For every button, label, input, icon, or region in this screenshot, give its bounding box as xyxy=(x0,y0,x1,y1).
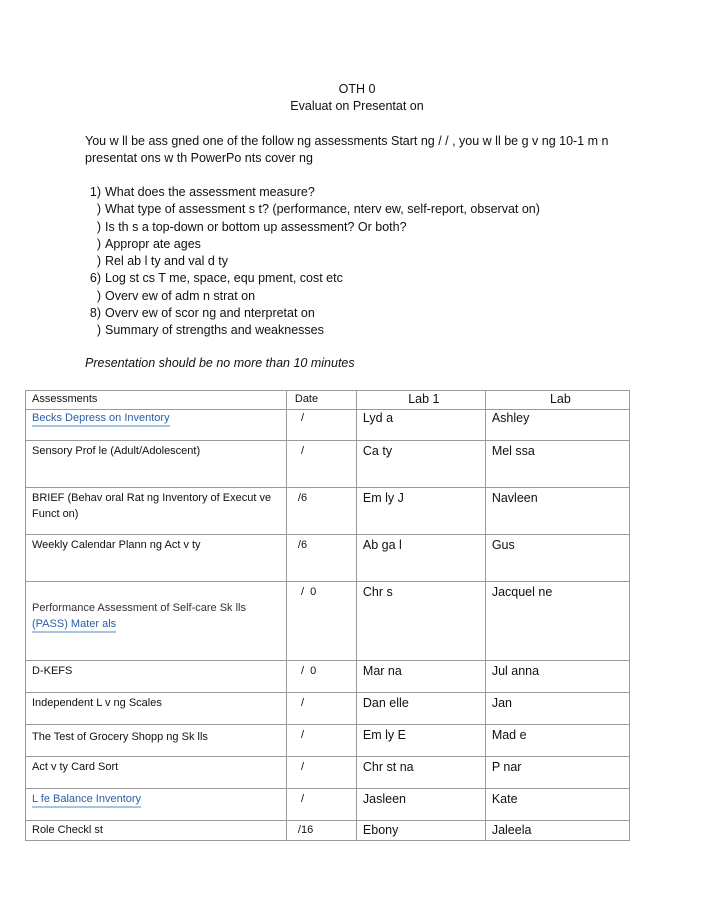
row-assessment: Act v ty Card Sort xyxy=(26,757,287,789)
table-row xyxy=(26,757,630,789)
row-lab1: Ebony xyxy=(356,821,485,841)
row-lab1: Lyd a xyxy=(356,410,485,441)
row-lab2: Ashley xyxy=(485,410,629,441)
row-assessment xyxy=(26,582,287,661)
list-item: ) Summary of strengths and weaknesses xyxy=(96,323,324,338)
row-date: / 0 xyxy=(286,661,356,693)
assessment-link[interactable]: L fe Balance Inventory xyxy=(32,793,141,808)
row-lab1: Em ly E xyxy=(356,725,485,757)
row-lab1: Em ly J xyxy=(356,488,485,535)
table-row xyxy=(26,821,630,841)
list-item: ) Is th s a top-down or bottom up assessment? Or both? xyxy=(96,219,407,234)
list-item: ) What type of assessment s t? (performance, nterv ew, self-report, observat on) xyxy=(96,202,540,217)
row-assessment: Role Checkl st xyxy=(26,821,287,841)
row-assessment: Sensory Prof le (Adult/Adolescent) xyxy=(26,441,287,488)
row-assessment: Independent L v ng Scales xyxy=(26,693,287,725)
row-assessment: D-KEFS xyxy=(26,661,287,693)
row-lab2: Jul anna xyxy=(485,661,629,693)
row-assessment: BRIEF (Behav oral Rat ng Inventory of Execut ve Funct on) xyxy=(26,488,287,535)
row-lab1: Jasleen xyxy=(356,789,485,821)
row-lab1: Chr st na xyxy=(356,757,485,789)
row-date: / xyxy=(286,693,356,725)
course-code: OTH 0 xyxy=(338,82,376,96)
header-assessments: Assessments xyxy=(26,391,287,410)
table-row xyxy=(26,488,630,535)
row-date: / 0 xyxy=(286,582,356,661)
row-assessment: The Test of Grocery Shopp ng Sk lls xyxy=(26,725,287,757)
row-lab2: Navleen xyxy=(485,488,629,535)
row-lab2: Jan xyxy=(485,693,629,725)
list-item: ) Overv ew of adm n strat on xyxy=(96,288,256,303)
row-lab2: Gus xyxy=(485,535,629,582)
row-lab1: Ca ty xyxy=(356,441,485,488)
assessment-table xyxy=(25,390,630,841)
document-title: Evaluat on Presentat on xyxy=(290,99,424,113)
list-item: 8) Overv ew of scor ng and nterpretat on xyxy=(89,306,315,321)
assessment-link[interactable]: Becks Depress on Inventory xyxy=(32,412,170,427)
row-lab1: Chr s xyxy=(356,582,485,661)
row-date: / xyxy=(286,725,356,757)
row-date: /6 xyxy=(286,488,356,535)
row-date: /6 xyxy=(286,535,356,582)
table-row xyxy=(26,789,630,821)
row-date: / xyxy=(286,757,356,789)
table-row xyxy=(26,535,630,582)
row-date: /16 xyxy=(286,821,356,841)
row-date: / xyxy=(286,410,356,441)
row-date: / xyxy=(286,789,356,821)
topics-list xyxy=(85,184,645,340)
table-row xyxy=(26,725,630,757)
intro-paragraph: You w ll be ass gned one of the follow ng assessments Start ng / / , you w ll be g v ng 10-1 m n presentat ons w th PowerPo nts cover ng xyxy=(85,134,609,165)
row-lab2: Jaleela xyxy=(485,821,629,841)
header-lab2: Lab xyxy=(485,391,629,410)
table-row xyxy=(26,410,630,441)
table-row xyxy=(26,441,630,488)
row-lab2: Mel ssa xyxy=(485,441,629,488)
row-date: / xyxy=(286,441,356,488)
table-header-row xyxy=(26,391,630,410)
list-item: ) Appropr ate ages xyxy=(96,236,201,251)
row-lab1: Dan elle xyxy=(356,693,485,725)
list-item: 1) What does the assessment measure? xyxy=(89,185,315,199)
row-lab2: P nar xyxy=(485,757,629,789)
row-lab1: Ab ga l xyxy=(356,535,485,582)
row-lab1: Mar na xyxy=(356,661,485,693)
time-limit-note: Presentation should be no more than 10 minutes xyxy=(85,356,355,370)
table-row xyxy=(26,661,630,693)
list-item: ) Rel ab l ty and val d ty xyxy=(96,254,228,269)
assessment-link[interactable]: (PASS) Mater als xyxy=(32,618,116,633)
row-lab2: Jacquel ne xyxy=(485,582,629,661)
row-lab2: Mad e xyxy=(485,725,629,757)
table-row xyxy=(26,693,630,725)
assessment-line: Performance Assessment of Self-care Sk lls xyxy=(32,602,246,614)
table-row xyxy=(26,582,630,661)
row-assessment: Weekly Calendar Plann ng Act v ty xyxy=(26,535,287,582)
list-item: 6) Log st cs T me, space, equ pment, cost etc xyxy=(89,271,343,286)
header-date: Date xyxy=(286,391,356,410)
row-lab2: Kate xyxy=(485,789,629,821)
header-lab1: Lab 1 xyxy=(356,391,485,410)
